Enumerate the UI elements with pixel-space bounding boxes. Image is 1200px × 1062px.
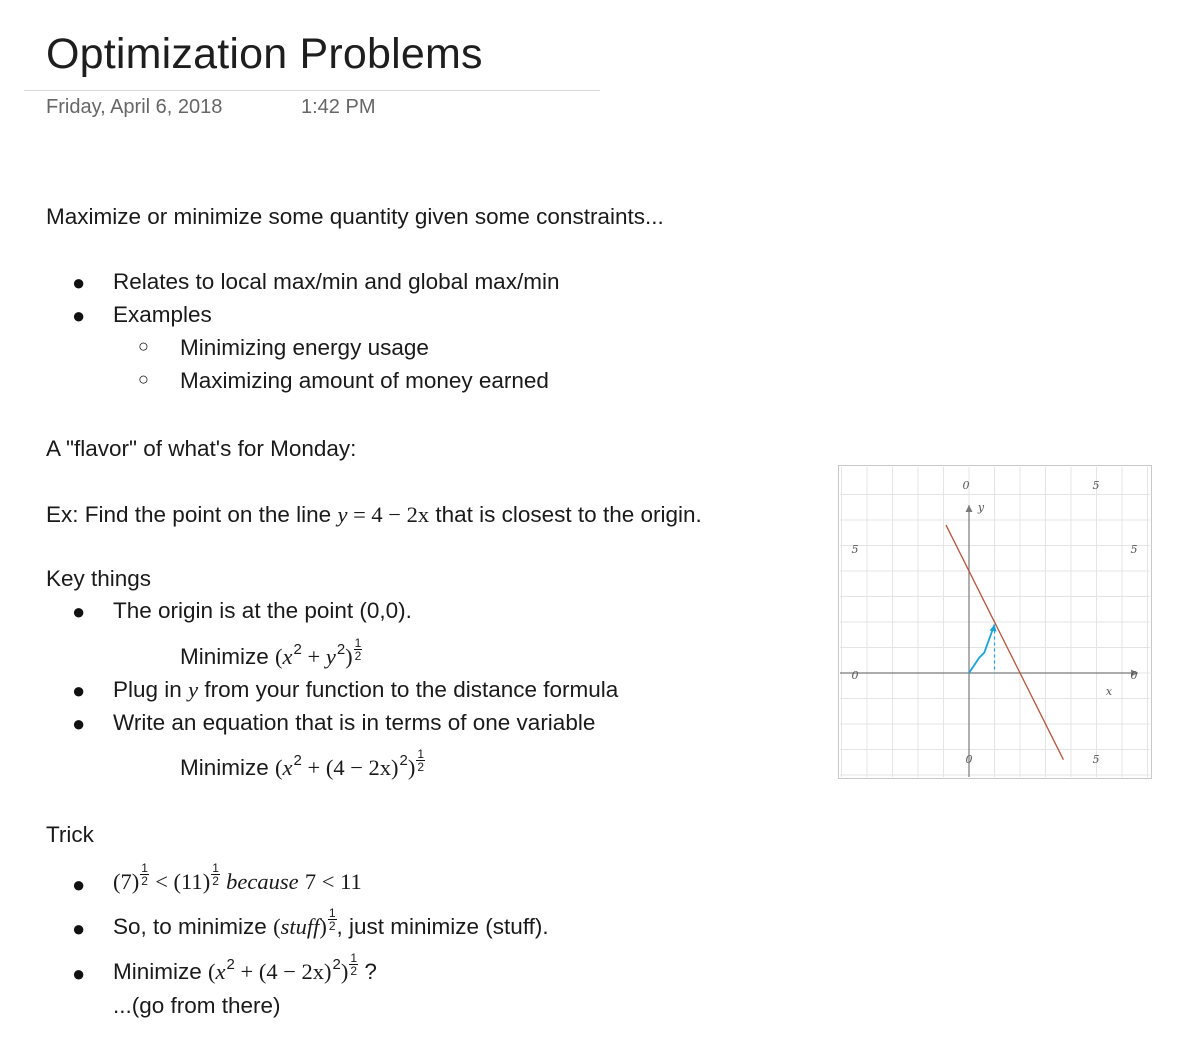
var-y: y: [337, 502, 348, 527]
key-origin: The origin is at the point (0,0).: [113, 598, 412, 623]
trick-minimize-stuff: So, to minimize (stuff) $\frac{1}{2}$ , just minimize (stuff).: [113, 905, 549, 939]
bullet-icon: ●: [72, 711, 86, 736]
key-one-variable: Write an equation that is in terms of one variable: [113, 710, 596, 735]
minimize-expression-2: Minimize $(x^2 + (4 - 2x)^2)$ $\frac{1}{2}$: [180, 746, 425, 780]
tick-label-top-five: 5: [1092, 479, 1100, 492]
line-graph: [838, 465, 1152, 779]
list-item-examples: Examples: [113, 302, 212, 327]
tick-label-right-five: 5: [1130, 543, 1138, 556]
list-item-relates: Relates to local max/min and global max/min: [113, 269, 560, 294]
bullet-icon: ●: [72, 872, 86, 897]
flavor-heading: A "flavor" of what's for Monday:: [46, 436, 357, 461]
trick-heading: Trick: [46, 822, 94, 847]
bullet-icon: ●: [72, 599, 86, 624]
hollow-bullet-icon: ○: [138, 336, 149, 356]
tick-label-left-five: 5: [851, 543, 859, 556]
sub-item-energy: Minimizing energy usage: [180, 335, 429, 360]
title-divider: [24, 90, 600, 91]
line-equation: 4 − 2x: [371, 502, 430, 527]
axis-label-y: y: [977, 501, 985, 514]
bullet-icon: ●: [72, 961, 86, 986]
example-prefix: Ex: Find the point on the line: [46, 502, 332, 527]
key-plug-in: Plug in y from your function to the distance formula: [113, 677, 619, 702]
example-suffix: that is closest to the origin.: [435, 502, 702, 527]
key-things-heading: Key things: [46, 566, 152, 591]
tick-label-left-zero: 0: [851, 669, 859, 682]
half-exponent: $\frac{1}{2}$: [417, 746, 425, 774]
bullet-icon: ●: [72, 270, 86, 295]
trick-inequality: (7) $\frac{1}{2}$ < (11) $\frac{1}{2}$ because 7 < 11: [113, 860, 362, 894]
intro-text: Maximize or minimize some quantity given some constraints...: [46, 204, 664, 229]
example-statement: Ex: Find the point on the line y = 4 − 2x that is closest to the origin.: [46, 502, 702, 527]
minimize-expression-1: Minimize $(x^2 + y^2)$ $\frac{1}{2}$: [180, 635, 362, 669]
tick-label-top-zero: 0: [962, 479, 970, 492]
tick-label-right-zero: 0: [1130, 669, 1138, 682]
sub-item-money: Maximizing amount of money earned: [180, 368, 549, 393]
tick-label-bottom-five: 5: [1092, 753, 1100, 766]
page-title: Optimization Problems: [46, 30, 483, 78]
note-date: Friday, April 6, 2018: [46, 96, 223, 118]
bullet-icon: ●: [72, 678, 86, 703]
trick-minimize-expression: Minimize $(x^2 + (4 - 2x)^2)$ $\frac{1}{2}$ ?: [113, 950, 377, 984]
trick-go-from-there: ...(go from there): [113, 993, 281, 1018]
half-exponent: $\frac{1}{2}$: [354, 635, 362, 663]
tick-label-bottom-zero: 0: [965, 753, 973, 766]
hollow-bullet-icon: ○: [138, 369, 149, 389]
note-time: 1:42 PM: [301, 96, 376, 118]
bullet-icon: ●: [72, 916, 86, 941]
axis-label-x: x: [1105, 685, 1113, 698]
bullet-icon: ●: [72, 303, 86, 328]
